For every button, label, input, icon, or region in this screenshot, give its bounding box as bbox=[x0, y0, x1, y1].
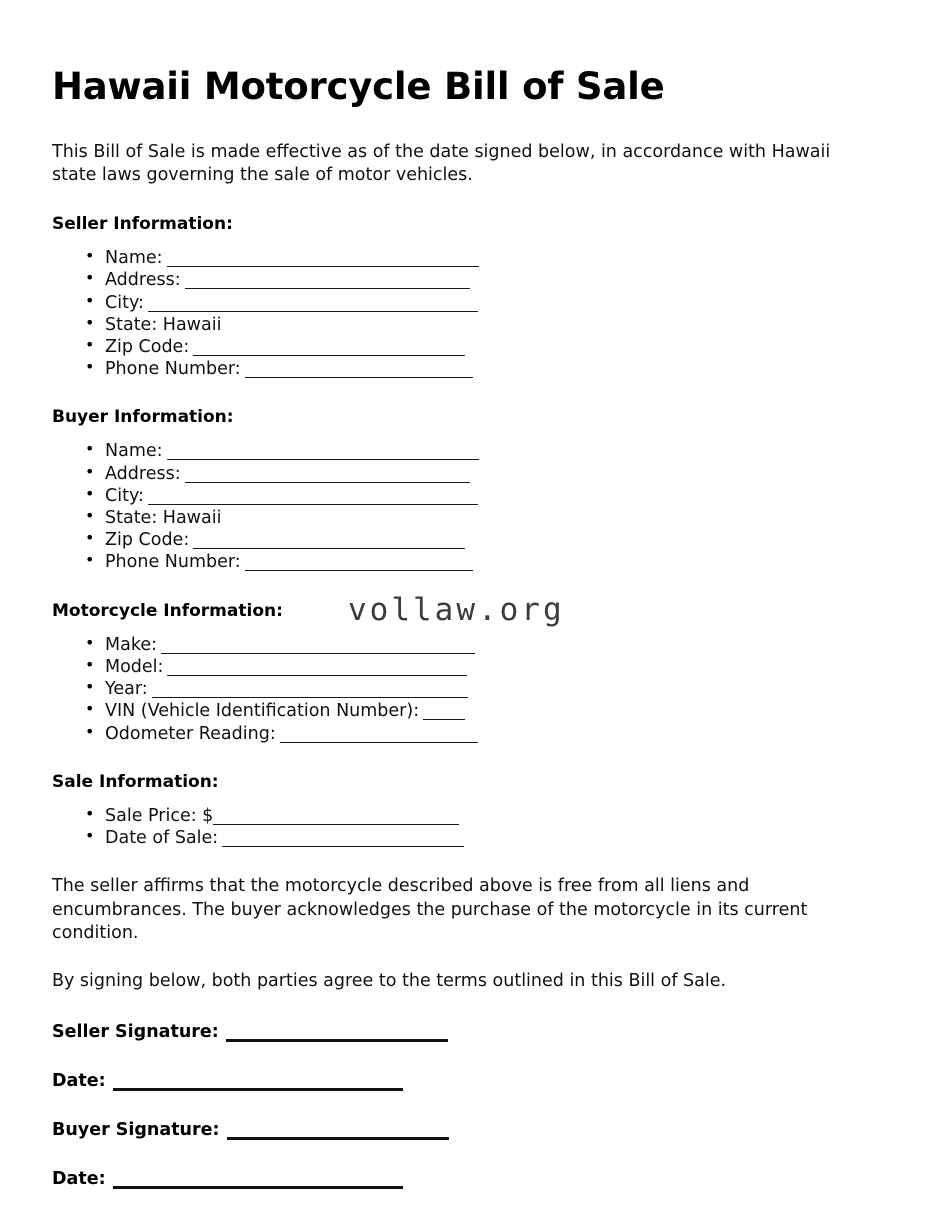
fill-in-line[interactable] bbox=[161, 653, 475, 654]
field-row bbox=[85, 507, 872, 529]
field-label: Address: bbox=[105, 463, 181, 484]
field-row bbox=[85, 827, 872, 849]
watermark: vollaw.org bbox=[348, 592, 565, 628]
field-label: State: Hawaii bbox=[105, 508, 222, 529]
field-label: Make: bbox=[105, 634, 157, 655]
buyer-signature-line[interactable] bbox=[227, 1137, 449, 1140]
sale-information-heading: Sale Information: bbox=[52, 771, 219, 792]
buyer-information-fields bbox=[52, 440, 872, 573]
agreement-paragraph: By signing below, both parties agree to the terms outlined in this Bill of Sale. bbox=[52, 971, 727, 992]
buyer-signature-row bbox=[52, 1120, 872, 1140]
seller-information-fields bbox=[52, 247, 872, 380]
field-label: Name: bbox=[105, 441, 163, 462]
field-row bbox=[85, 634, 872, 656]
field-label: Phone Number: bbox=[105, 552, 241, 573]
field-row bbox=[85, 723, 872, 745]
field-label: Zip Code: bbox=[105, 530, 190, 551]
field-row bbox=[85, 678, 872, 700]
field-row bbox=[85, 529, 872, 551]
seller-signature-row bbox=[52, 1022, 872, 1042]
field-row bbox=[85, 463, 872, 485]
fill-in-line[interactable] bbox=[185, 482, 470, 483]
seller-date-line[interactable] bbox=[113, 1088, 403, 1091]
fill-in-line[interactable] bbox=[245, 570, 473, 571]
seller-information-heading: Seller Information: bbox=[52, 214, 233, 235]
field-label: Date of Sale: bbox=[105, 828, 219, 849]
field-label: State: Hawaii bbox=[105, 314, 222, 335]
sale-information-fields bbox=[52, 805, 872, 849]
buyer-signature-label: Buyer Signature: bbox=[52, 1120, 220, 1141]
fill-in-line[interactable] bbox=[222, 846, 464, 847]
field-row bbox=[85, 292, 872, 314]
field-label: Address: bbox=[105, 270, 181, 291]
field-label: VIN (Vehicle Identification Number): bbox=[105, 701, 420, 722]
field-row bbox=[85, 269, 872, 291]
fill-in-line[interactable] bbox=[167, 266, 479, 267]
field-row bbox=[85, 247, 872, 269]
field-label: Zip Code: bbox=[105, 336, 190, 357]
seller-signature-label: Seller Signature: bbox=[52, 1022, 219, 1043]
fill-in-line[interactable] bbox=[167, 675, 467, 676]
buyer-date-line[interactable] bbox=[113, 1186, 403, 1189]
buyer-information-heading: Buyer Information: bbox=[52, 407, 234, 428]
fill-in-line[interactable] bbox=[213, 824, 459, 825]
fill-in-line[interactable] bbox=[148, 504, 478, 505]
field-label: City: bbox=[105, 485, 144, 506]
field-label: City: bbox=[105, 292, 144, 313]
seller-signature-line[interactable] bbox=[226, 1039, 448, 1042]
buyer-date-label: Date: bbox=[52, 1169, 106, 1190]
field-row bbox=[85, 485, 872, 507]
seller-date-label: Date: bbox=[52, 1071, 106, 1092]
page-title: Hawaii Motorcycle Bill of Sale bbox=[52, 65, 665, 108]
motorcycle-information-fields bbox=[52, 634, 872, 745]
fill-in-line[interactable] bbox=[280, 742, 478, 743]
field-label: Odometer Reading: bbox=[105, 723, 276, 744]
fill-in-line[interactable] bbox=[193, 548, 465, 549]
field-row bbox=[85, 700, 872, 722]
field-row bbox=[85, 656, 872, 678]
field-row bbox=[85, 336, 872, 358]
fill-in-line[interactable] bbox=[193, 355, 465, 356]
field-label: Year: bbox=[105, 679, 148, 700]
field-label: Sale Price: $ bbox=[105, 805, 214, 826]
affirmation-paragraph: The seller affirms that the motorcycle described above is free from all liens and encumbrances. The buyer acknowledges the purchase of the motorcycle in its current condition. bbox=[52, 876, 808, 943]
intro-paragraph: This Bill of Sale is made effective as of the date signed below, in accordance with Hawaii state laws governing the sale of motor vehicles. bbox=[52, 141, 831, 185]
fill-in-line[interactable] bbox=[148, 311, 478, 312]
field-row bbox=[85, 358, 872, 380]
fill-in-line[interactable] bbox=[152, 697, 468, 698]
field-label: Model: bbox=[105, 656, 164, 677]
seller-date-row bbox=[52, 1071, 872, 1091]
field-label: Name: bbox=[105, 248, 163, 269]
field-label: Phone Number: bbox=[105, 359, 241, 380]
signature-block bbox=[52, 1022, 872, 1189]
field-row bbox=[85, 314, 872, 336]
fill-in-line[interactable] bbox=[167, 459, 479, 460]
fill-in-line[interactable] bbox=[185, 288, 470, 289]
field-row bbox=[85, 805, 872, 827]
fill-in-line[interactable] bbox=[245, 377, 473, 378]
motorcycle-information-heading: Motorcycle Information: bbox=[52, 600, 283, 621]
field-row bbox=[85, 440, 872, 462]
field-row bbox=[85, 551, 872, 573]
fill-in-line[interactable] bbox=[423, 719, 465, 720]
buyer-date-row bbox=[52, 1169, 872, 1189]
